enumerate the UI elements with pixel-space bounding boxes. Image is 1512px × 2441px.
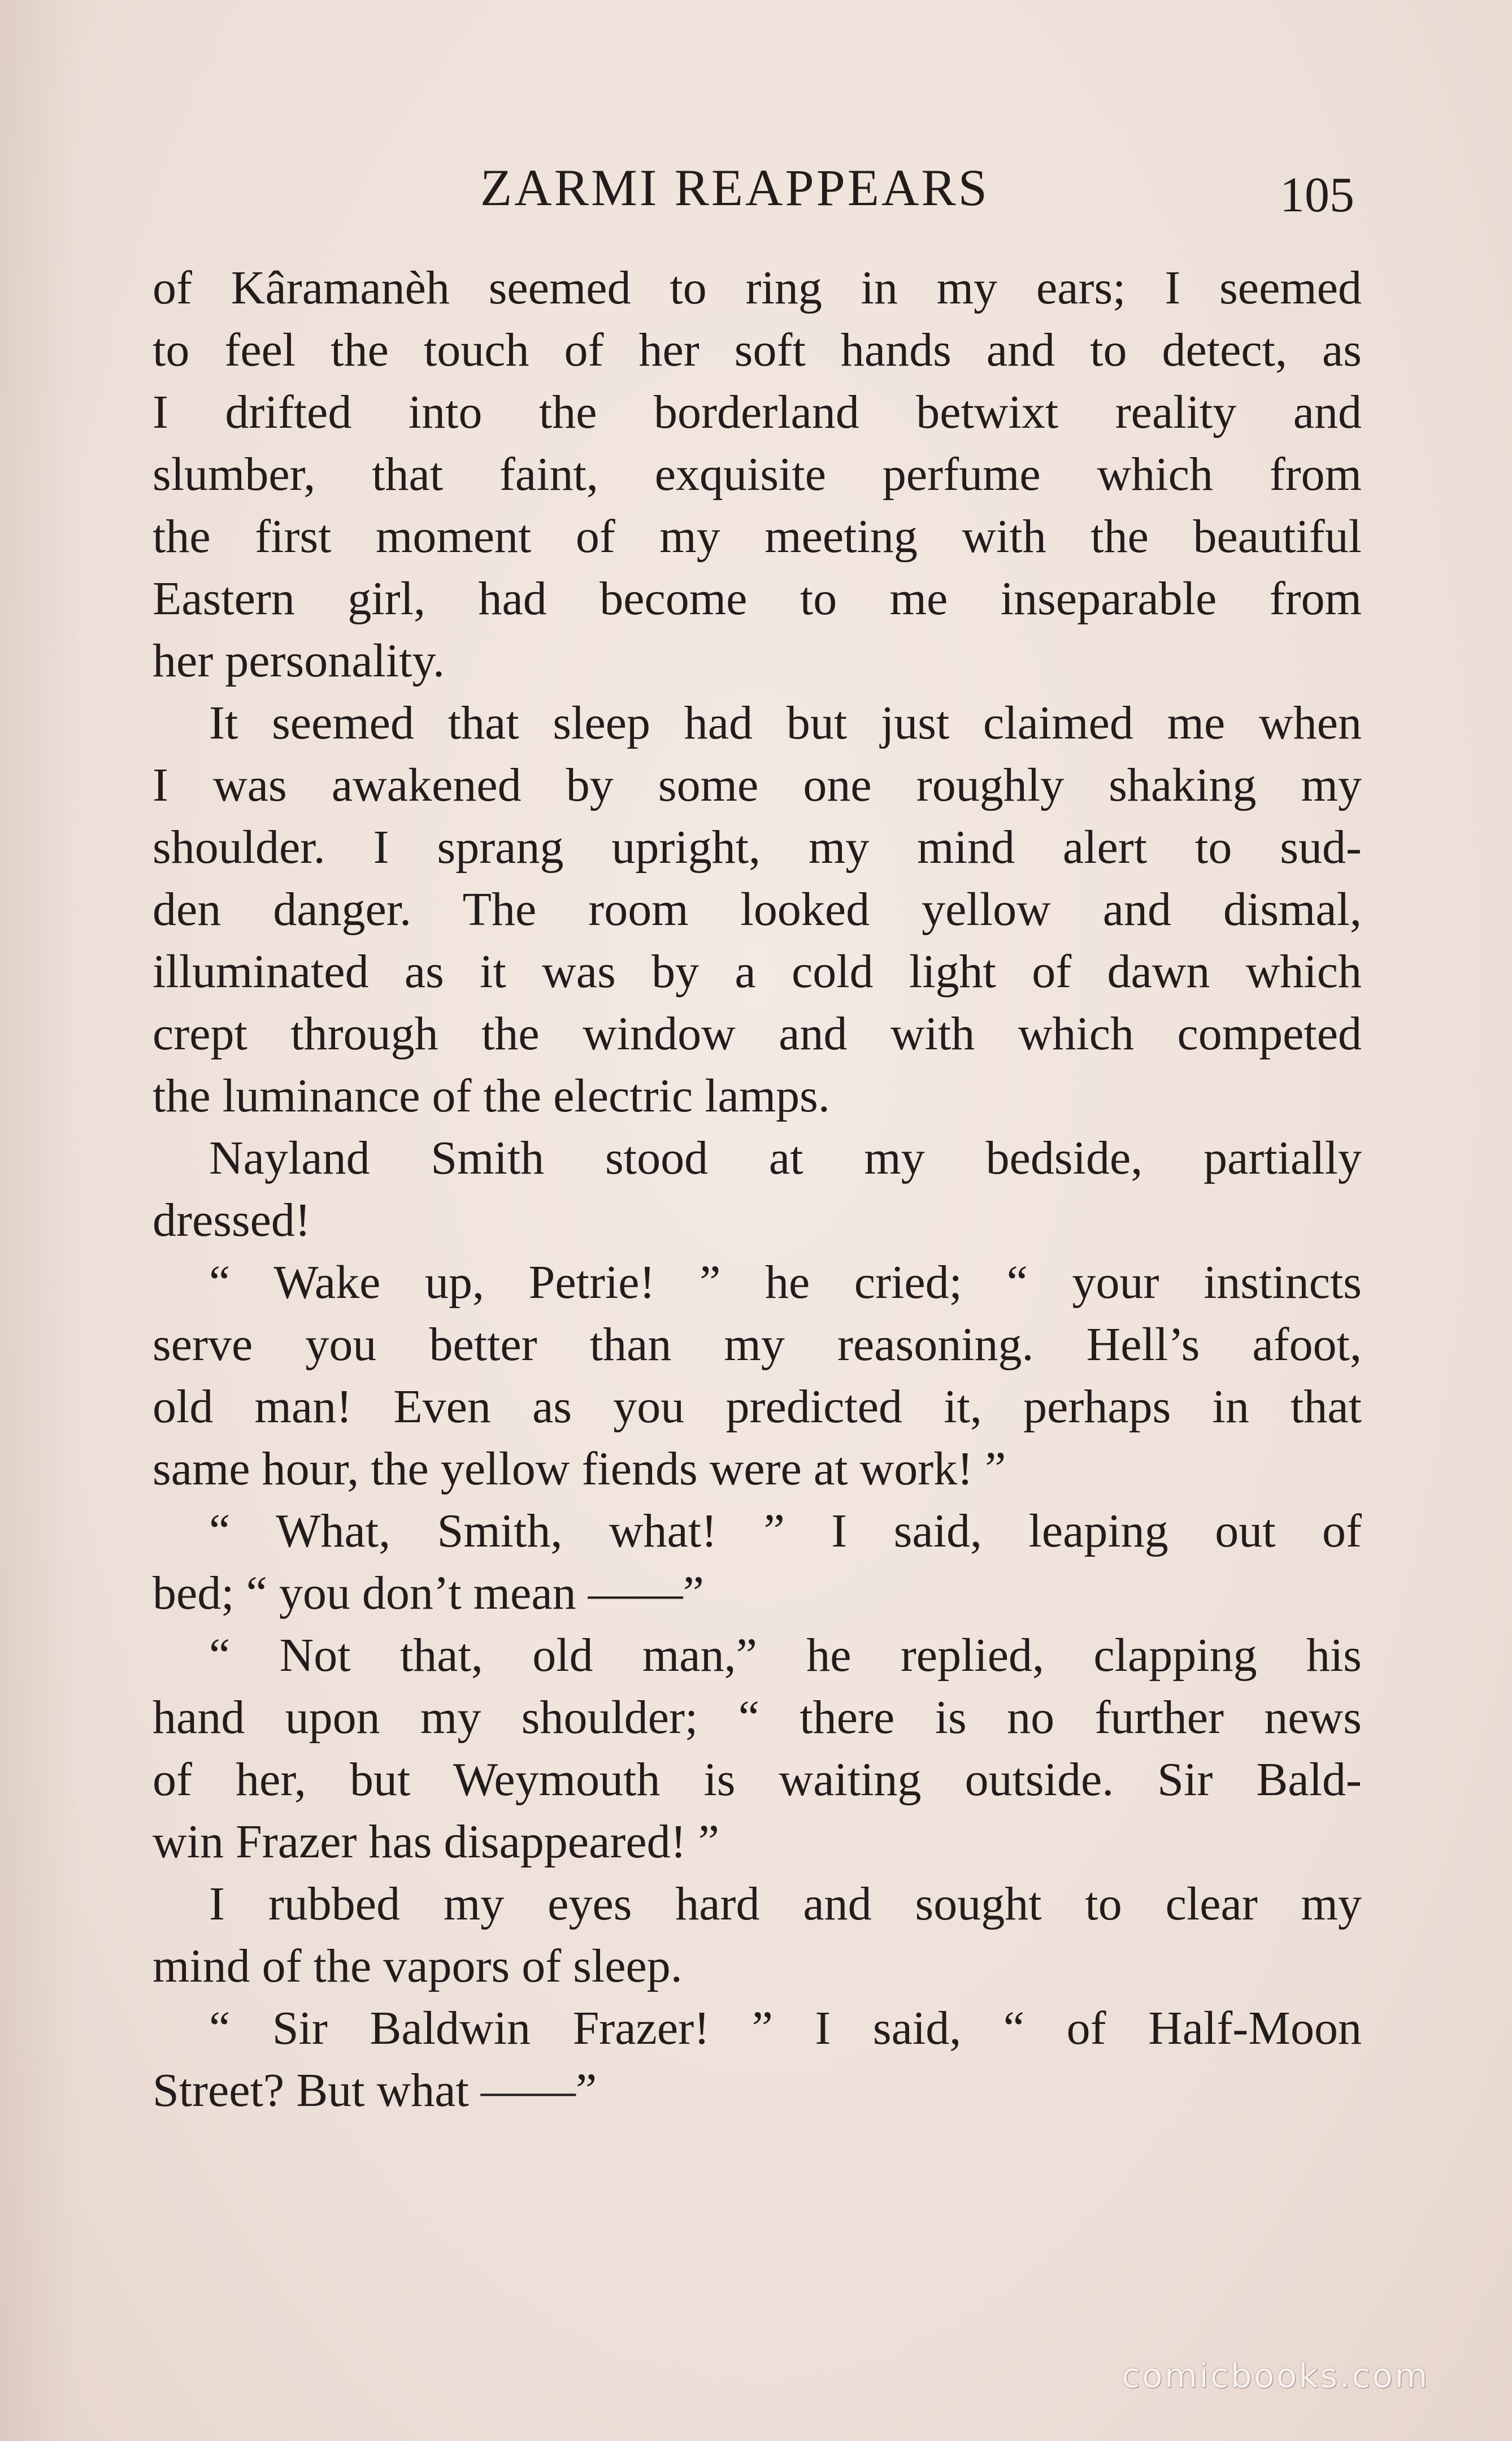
text-line: den danger. The room looked yellow and dismal, bbox=[153, 883, 1362, 936]
text-line: Street? But what ——” bbox=[153, 2064, 597, 2117]
text-line: same hour, the yellow fiends were at work! ” bbox=[153, 1443, 1006, 1495]
text-line: “ What, Smith, what! ” I said, leaping out of bbox=[209, 1505, 1362, 1557]
text-line: serve you better than my reasoning. Hell’s afoot, bbox=[153, 1318, 1362, 1371]
text-line: mind of the vapors of sleep. bbox=[153, 1940, 683, 1992]
text-line: Nayland Smith stood at my bedside, partially bbox=[209, 1132, 1362, 1184]
text-line: Eastern girl, had become to me inseparable from bbox=[153, 572, 1362, 625]
text-line: “ Wake up, Petrie! ” he cried; “ your instincts bbox=[209, 1256, 1362, 1309]
text-line: slumber, that faint, exquisite perfume which from bbox=[153, 448, 1362, 501]
page-number: 105 bbox=[1280, 168, 1354, 223]
text-line: hand upon my shoulder; “ there is no further news bbox=[153, 1691, 1362, 1744]
text-line: illuminated as it was by a cold light of dawn which bbox=[153, 945, 1362, 998]
text-line: her personality. bbox=[153, 635, 445, 687]
text-line: I was awakened by some one roughly shaking my bbox=[153, 759, 1362, 811]
text-line: win Frazer has disappeared! ” bbox=[153, 1815, 719, 1868]
text-line: I drifted into the borderland betwixt reality and bbox=[153, 386, 1362, 438]
text-line: “ Not that, old man,” he replied, clapping his bbox=[209, 1629, 1362, 1682]
text-line: dressed! bbox=[153, 1194, 311, 1246]
text-line: “ Sir Baldwin Frazer! ” I said, “ of Half-Moon bbox=[209, 2002, 1362, 2055]
text-line: to feel the touch of her soft hands and to detect, as bbox=[153, 324, 1362, 376]
text-line: shoulder. I sprang upright, my mind alert to sud- bbox=[153, 821, 1362, 874]
text-line: crept through the window and with which competed bbox=[153, 1007, 1362, 1060]
text-line: of her, but Weymouth is waiting outside. Sir Bald- bbox=[153, 1753, 1362, 1806]
watermark-text: comicbooks.com bbox=[1122, 2356, 1430, 2396]
chapter-title: ZARMI REAPPEARS bbox=[480, 159, 989, 216]
text-line: the luminance of the electric lamps. bbox=[153, 1070, 830, 1122]
text-line: bed; “ you don’t mean ——” bbox=[153, 1567, 704, 1619]
running-head bbox=[0, 154, 1512, 221]
text-line: It seemed that sleep had but just claimed me when bbox=[209, 697, 1362, 749]
text-line: the first moment of my meeting with the beautiful bbox=[153, 510, 1362, 563]
text-line: I rubbed my eyes hard and sought to clear my bbox=[209, 1878, 1362, 1930]
body-text bbox=[153, 257, 1362, 2122]
text-line: old man! Even as you predicted it, perhaps in that bbox=[153, 1380, 1362, 1433]
text-line: of Kâramanèh seemed to ring in my ears; I seemed bbox=[153, 262, 1362, 314]
